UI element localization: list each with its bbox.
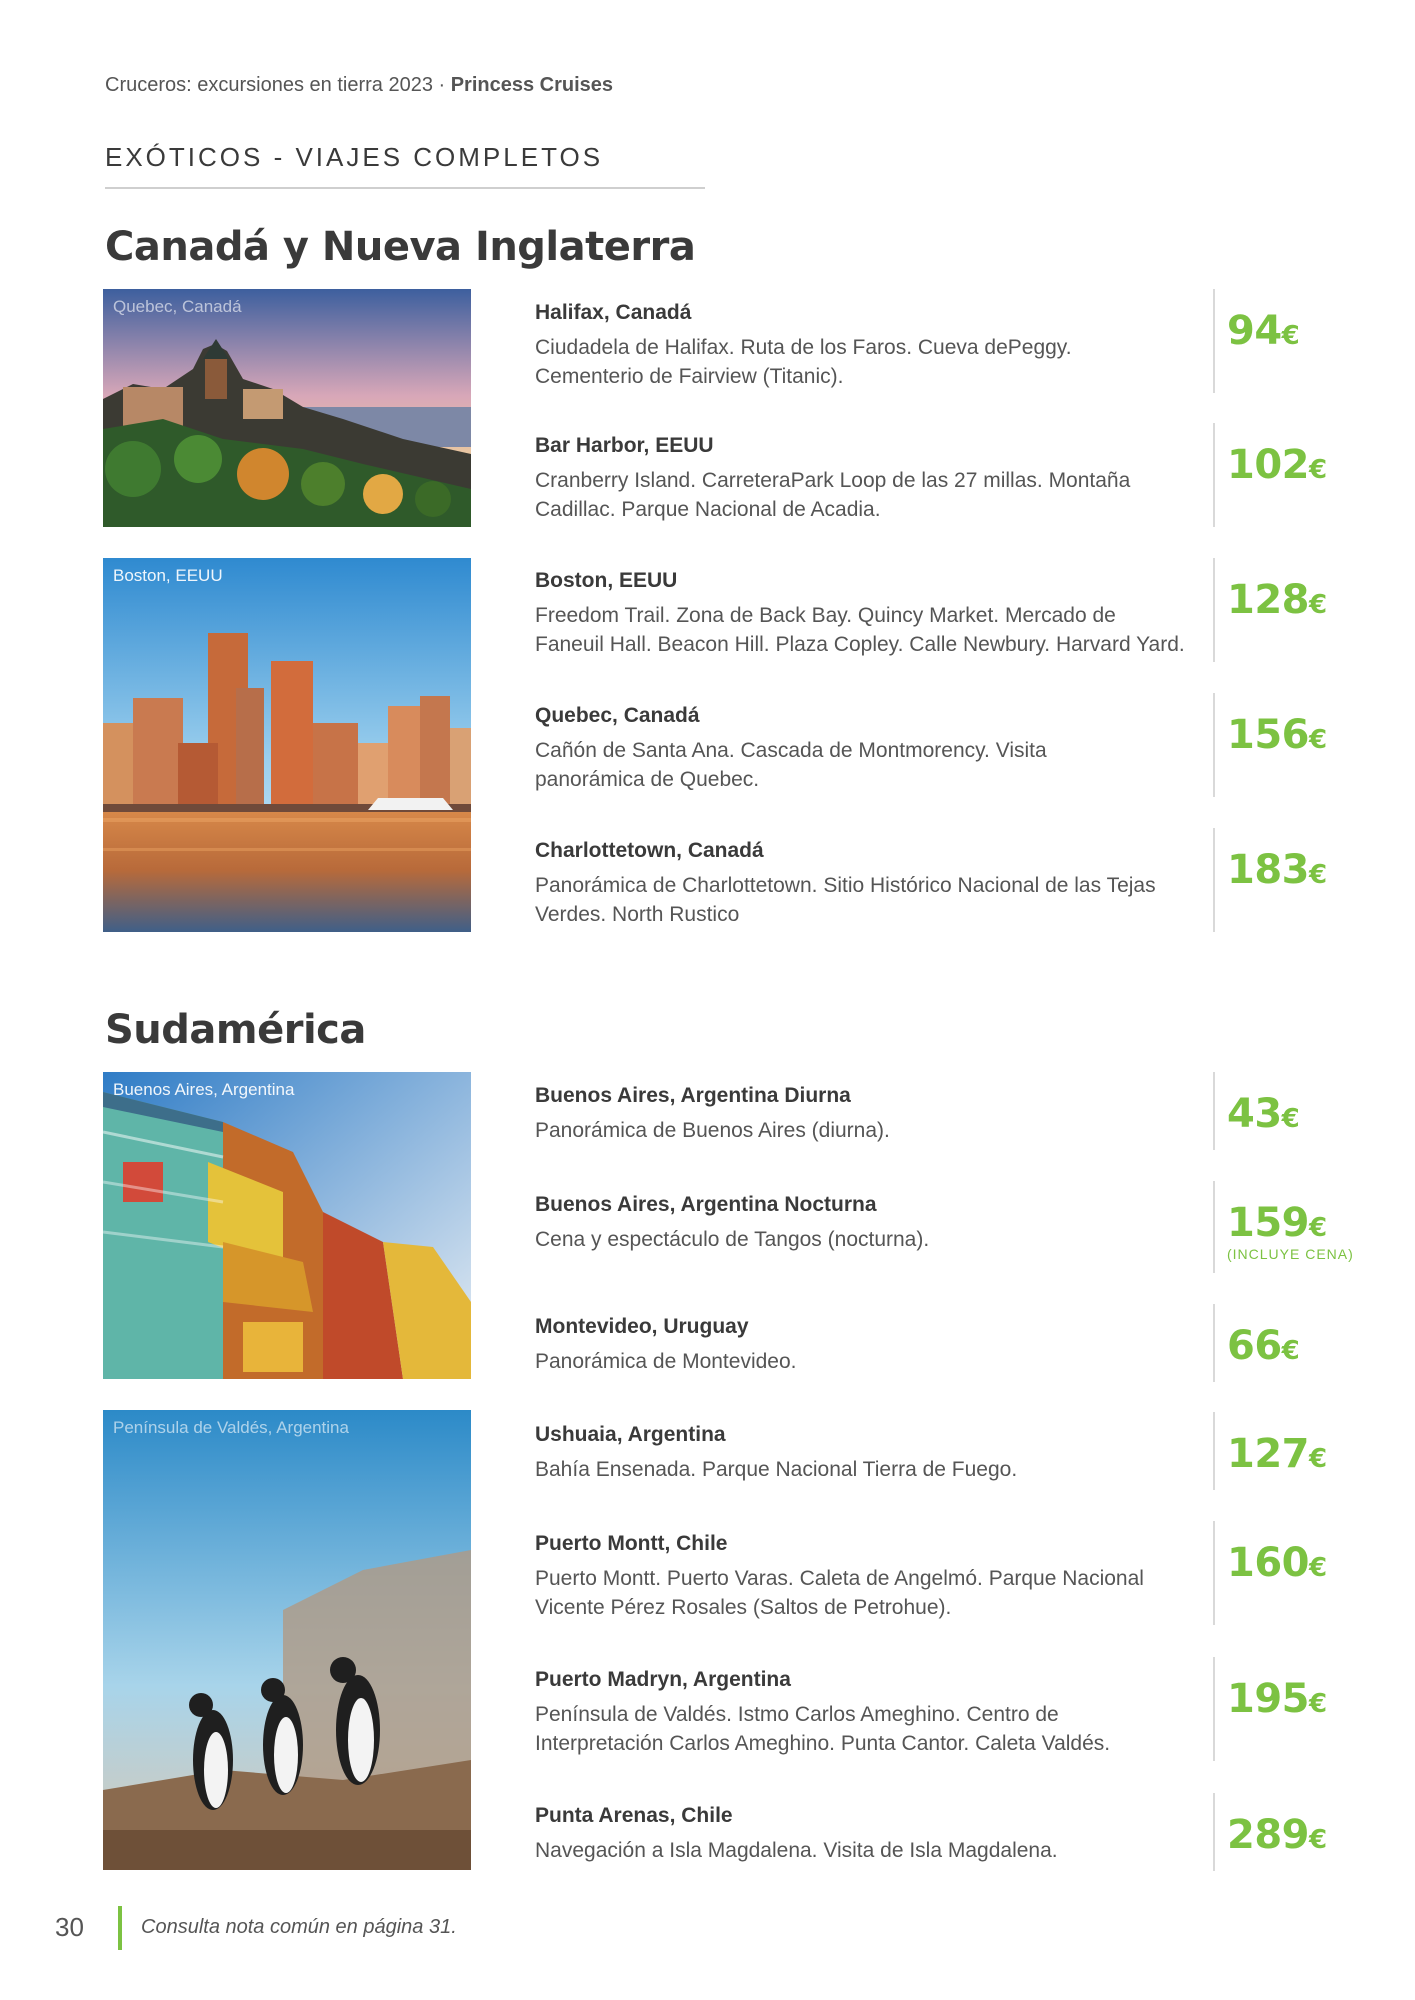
excursion-description: Bahía Ensenada. Parque Nacional Tierra de Fuego. [535,1458,1018,1481]
excursion-entry [535,569,1215,659]
price-value: 289€ [1227,1812,1327,1858]
excursion-entry [535,1084,1215,1145]
price-note: (INCLUYE CENA) [1227,1246,1354,1262]
excursion-description: Panorámica de Montevideo. [535,1350,797,1373]
price-value: 128€ [1227,577,1327,623]
price-block [1213,1793,1327,1871]
excursion-title: Charlottetown, Canadá [535,839,764,862]
excursion-entry [535,839,1215,929]
excursion-description: Freedom Trail. Zona de Back Bay. Quincy Market. Mercado de Faneuil Hall. Beacon Hill. Plaza Copley. Calle Newbury. Harvard Yard. [535,604,1185,656]
excursion-entry [535,704,1215,794]
price-value: 195€ [1227,1676,1327,1722]
excursion-entry [535,1423,1215,1484]
price-block [1213,1412,1327,1490]
price-value: 43€ [1227,1091,1300,1137]
excursion-title: Puerto Montt, Chile [535,1532,728,1555]
excursion-description: Península de Valdés. Istmo Carlos Ameghino. Centro de Interpretación Carlos Ameghino. Punta Cantor. Caleta Valdés. [535,1703,1111,1755]
photo-valdes-penguins [103,1410,471,1870]
excursion-description: Cena y espectáculo de Tangos (nocturna). [535,1228,930,1251]
price-value: 159€ [1227,1200,1327,1246]
photo-caption: Península de Valdés, Argentina [113,1418,349,1437]
excursion-description: Puerto Montt. Puerto Varas. Caleta de Angelmó. Parque Nacional Vicente Pérez Rosales (Saltos de Petrohue). [535,1567,1144,1619]
photo-quebec [103,289,471,527]
photo-caption: Boston, EEUU [113,566,223,585]
price-value: 127€ [1227,1431,1327,1477]
excursion-title: Boston, EEUU [535,569,678,592]
photo-boston [103,558,471,932]
excursion-entry [535,1315,1215,1376]
excursion-title: Montevideo, Uruguay [535,1315,749,1338]
price-value: 156€ [1227,712,1327,758]
excursion-title: Buenos Aires, Argentina Nocturna [535,1193,877,1216]
page-header [105,74,613,97]
price-block [1213,828,1327,932]
price-block [1213,1657,1327,1761]
excursion-title: Punta Arenas, Chile [535,1804,733,1827]
excursion-description: Ciudadela de Halifax. Ruta de los Faros. Cueva dePeggy. Cementerio de Fairview (Titanic). [535,336,1072,388]
excursion-entry [535,1532,1215,1622]
price-block [1213,289,1299,393]
excursion-entry [535,1668,1215,1758]
price-block [1213,1304,1299,1382]
price-value: 66€ [1227,1323,1300,1369]
price-block [1213,558,1327,662]
catalog-title: Cruceros: excursiones en tierra 2023 · [105,74,446,96]
page-number: 30 [55,1912,84,1942]
photo-caption: Buenos Aires, Argentina [113,1080,295,1099]
excursion-title: Puerto Madryn, Argentina [535,1668,791,1691]
photo-buenos-aires [103,1072,471,1379]
excursion-description: Navegación a Isla Magdalena. Visita de Isla Magdalena. [535,1839,1058,1862]
section-title-sudamerica: Sudamérica [105,1007,366,1053]
excursion-description: Cranberry Island. CarreteraPark Loop de las 27 millas. Montaña Cadillac. Parque Nacional de Acadia. [535,469,1131,521]
price-value: 160€ [1227,1540,1327,1586]
excursion-entry [535,1193,1215,1254]
excursion-title: Quebec, Canadá [535,704,700,727]
price-value: 102€ [1227,442,1327,488]
excursion-entry [535,434,1215,524]
price-block [1213,1521,1327,1625]
excursion-description: Cañón de Santa Ana. Cascada de Montmorency. Visita panorámica de Quebec. [535,739,1047,791]
excursion-title: Halifax, Canadá [535,301,692,324]
excursion-entry [535,1804,1215,1865]
price-block [1213,693,1327,797]
excursion-title: Buenos Aires, Argentina Diurna [535,1084,851,1107]
excursion-title: Bar Harbor, EEUU [535,434,714,457]
price-block [1213,1072,1299,1150]
excursion-description: Panorámica de Buenos Aires (diurna). [535,1119,890,1142]
section-title-canada: Canadá y Nueva Inglaterra [105,224,696,270]
excursion-title: Ushuaia, Argentina [535,1423,726,1446]
footer-accent-bar [118,1906,122,1950]
excursion-entry [535,301,1215,391]
price-value: 94€ [1227,308,1300,354]
price-value: 183€ [1227,847,1327,893]
price-block [1213,1181,1354,1273]
photo-caption: Quebec, Canadá [113,297,242,316]
footer-note: Consulta nota común en página 31. [141,1916,457,1938]
section-kicker: EXÓTICOS - VIAJES COMPLETOS [105,142,604,172]
excursion-description: Panorámica de Charlottetown. Sitio Histórico Nacional de las Tejas Verdes. North Rustico [535,874,1156,926]
price-block [1213,423,1327,527]
kicker-divider [105,187,705,189]
brand-name: Princess Cruises [450,74,614,96]
